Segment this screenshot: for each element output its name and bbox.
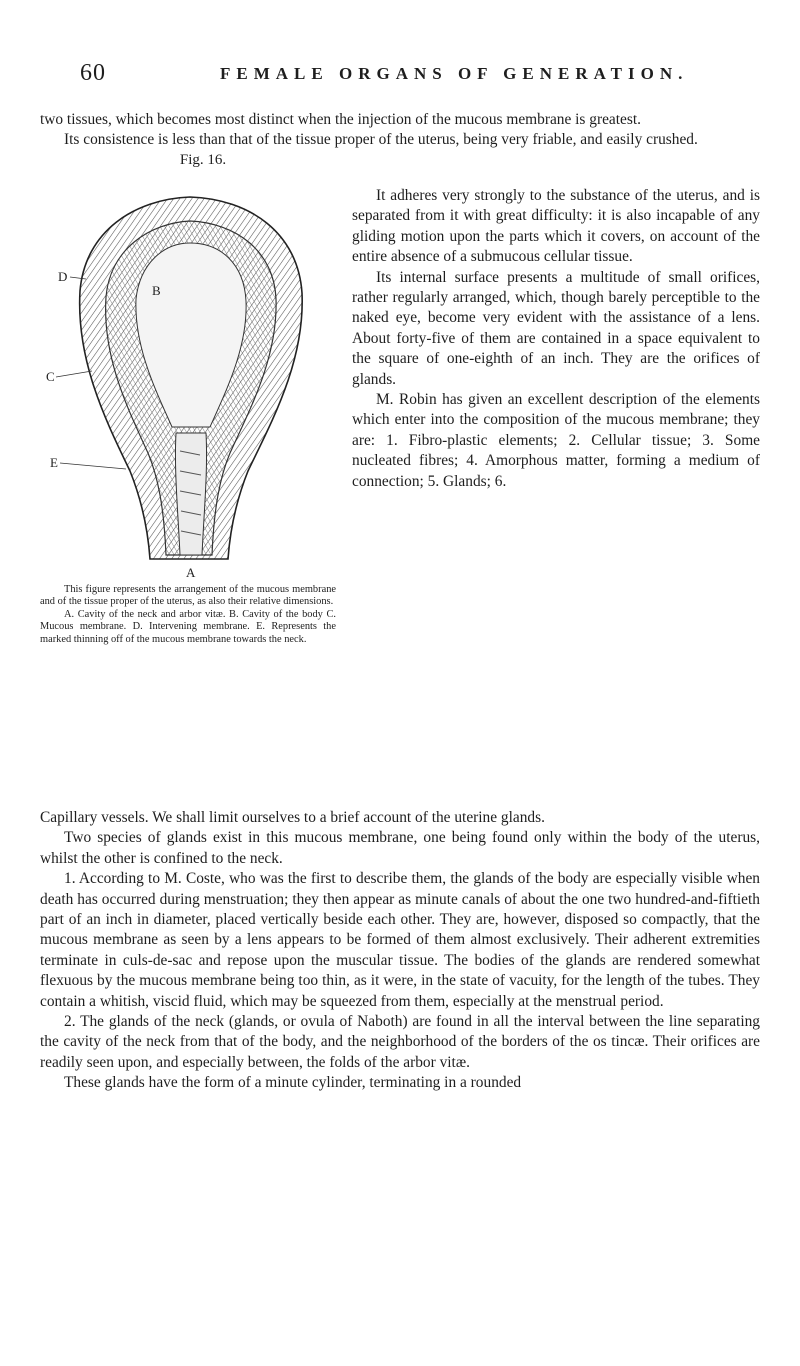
paragraph: Its consistence is less than that of the tissue proper of the uterus, being very friable, and easily crushed. xyxy=(64,131,698,149)
running-head xyxy=(40,60,760,90)
page-number: 60 xyxy=(80,60,106,86)
paragraph: M. Robin has given an excellent description of the elements which enter into the composition of the mucous membrane; they are: 1. Fibro-plastic elements; 2. Cellular tissue; 3. Some nucleated fibres; 4. Amorphous matter, forming a medium of connection; 5. Glands; 6. xyxy=(352,391,760,490)
caption-intro: This figure represents the arrangement of the mucous membrane and of the tissue proper of the uterus, as also their relative dimensions. xyxy=(40,584,336,608)
paragraph: 2. The glands of the neck (glands, or ovula of Naboth) are found in all the interval between the line separating the cavity of the neck from that of the body, and the neighborhood of the borders of the os tincæ. Their orifices are readily seen upon, and especially between, the folds of the arbor vitæ. xyxy=(40,1013,760,1071)
uterus-section-illustration xyxy=(40,171,336,581)
paragraph: It adheres very strongly to the substance of the uterus, and is separated from it with great difficulty: it is also incapable of any gliding motion upon the parts which it covers, on account of the entire absence of a submucous cellular tissue. xyxy=(352,187,760,266)
figure-letter-a: A xyxy=(186,565,196,580)
paragraph: Capillary vessels. We shall limit ourselves to a brief account of the uterine glands. xyxy=(40,809,545,826)
paragraph: 1. According to M. Coste, who was the first to describe them, the glands of the body are especially visible when death has occurred during menstruation; they then appear as minute canals of about the one two hundred-and-fiftieth part of an inch in diameter, placed vertically beside each other. They are, however, disposed so compactly, that the mucous membrane as seen by a lens appears to be formed of them almost exclusively. Their adherent extremities terminate in culs-de-sac and repose upon the muscular tissue. The bodies of the glands are rendered somewhat flexuous by the mucous membrane being too thin, as it were, in the state of vacuity, for the length of the tubes. They contain a whitish, viscid fluid, which may be squeezed from them, especially at the menstrual period. xyxy=(40,870,760,1010)
figure-letter-d: D xyxy=(58,269,68,284)
right-column-text xyxy=(352,186,760,492)
paragraph: These glands have the form of a minute cylinder, terminating in a rounded xyxy=(64,1074,522,1092)
running-title: FEMALE ORGANS OF GENERATION. xyxy=(220,64,689,83)
lower-paragraphs xyxy=(40,808,760,1094)
paragraph: Its internal surface presents a multitude of small orifices, rather regularly arranged, which, though barely perceptible to the naked eye, become very evident with the assistance of a lens. About forty-five of them are contained in a space equivalent to the square of one-eighth of an inch. They are the orifices of glands. xyxy=(352,268,760,388)
top-paragraphs xyxy=(40,110,760,151)
caption-legend: A. Cavity of the neck and arbor vitæ. B. Cavity of the body C. Mucous membrane. D. Intervening membrane. E. Represents the marked thinning off of the mucous membrane towards the neck. xyxy=(40,608,336,645)
figure-letter-c: C xyxy=(46,369,55,384)
figure-letter-b: B xyxy=(152,283,161,298)
paragraph: two tissues, which becomes most distinct when the injection of the mucous membrane is greatest. xyxy=(40,111,641,128)
figure-16 xyxy=(40,152,336,581)
figure-label: Fig. 16. xyxy=(179,152,227,168)
figure-letter-e: E xyxy=(50,455,58,470)
paragraph: Two species of glands exist in this mucous membrane, one being found only within the body of the uterus, whilst the other is confined to the neck. xyxy=(40,829,760,867)
figure-caption xyxy=(40,584,336,646)
